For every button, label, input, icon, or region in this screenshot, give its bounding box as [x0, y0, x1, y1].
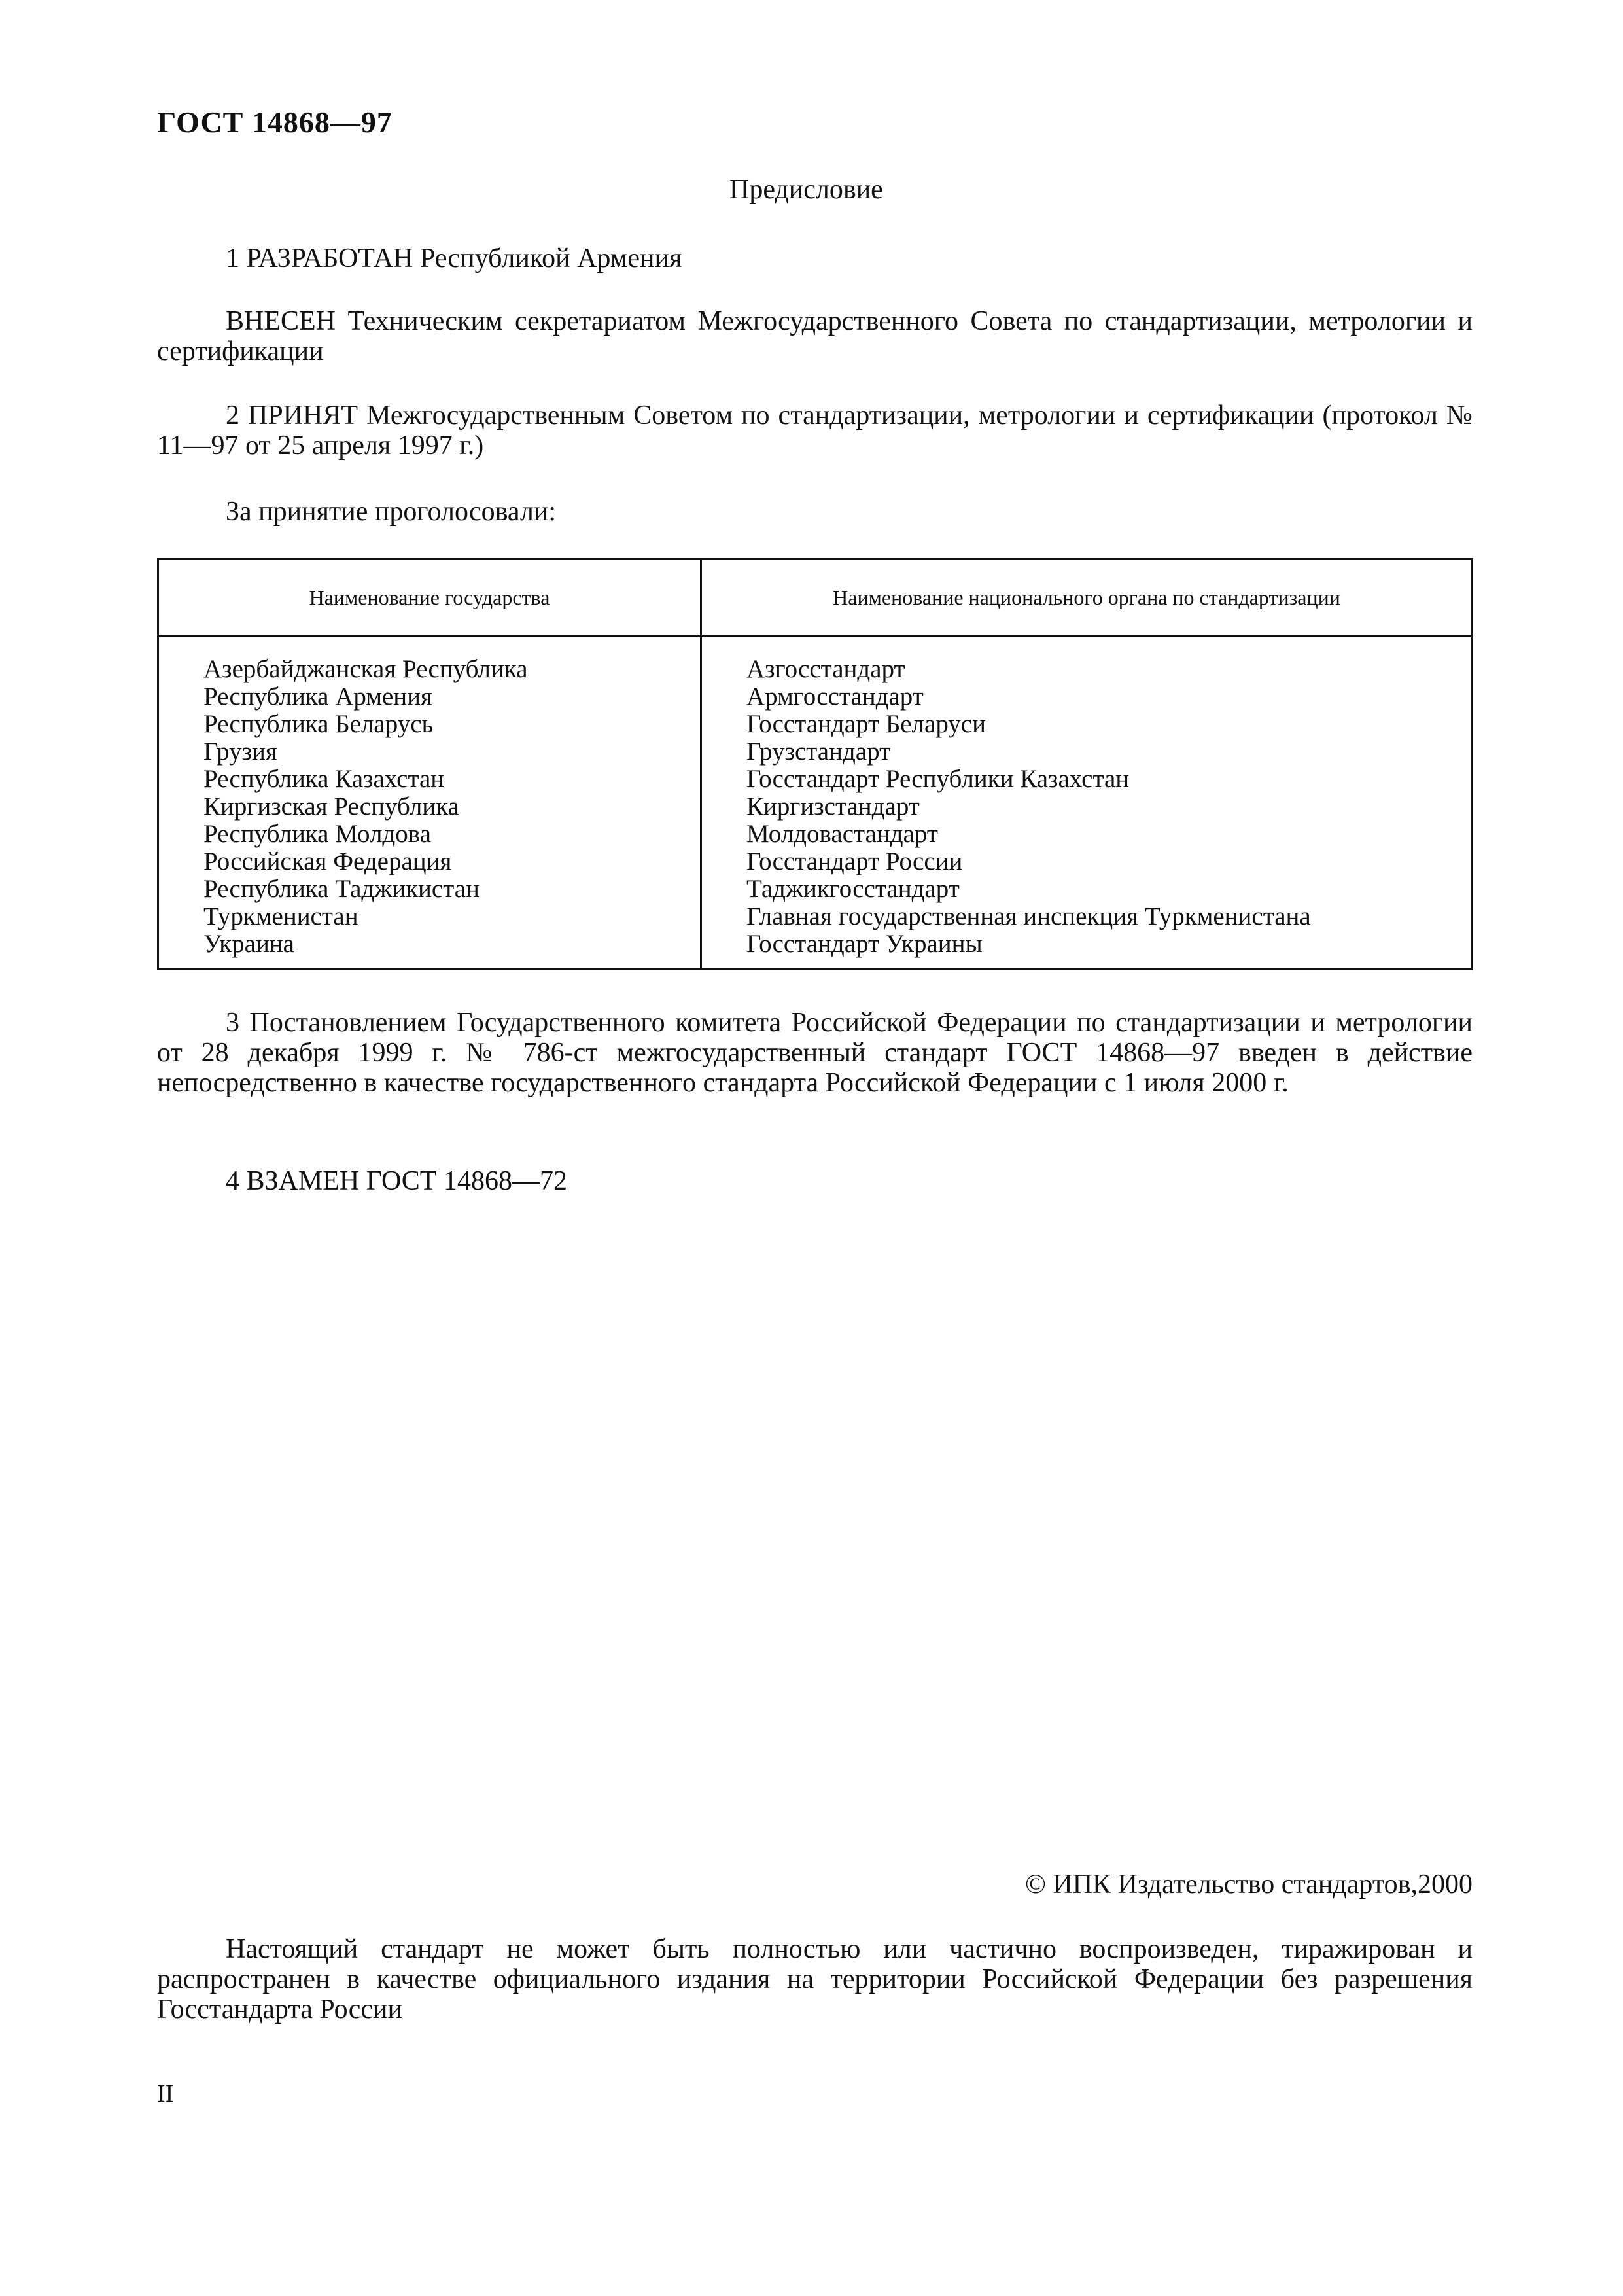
item-1-submitted: ВНЕСЕН Техническим секретариатом Межгосударственного Совета по стандартизации, метрологии и сертификации	[157, 306, 1473, 366]
table-header-body: Наименование национального органа по стандартизации	[833, 586, 1340, 609]
table-header-divider	[159, 635, 1471, 637]
legal-notice: Настоящий стандарт не может быть полностью или частично воспроизведен, тиражирован и распространен в качестве официального издания на территории Российской Федерации без разрешения Госстандарта России	[157, 1934, 1473, 2024]
voting-table	[157, 558, 1473, 970]
table-cell-state: Республика Беларусь	[203, 710, 434, 738]
item-2-adopted: 2 ПРИНЯТ Межгосударственным Советом по стандартизации, метрологии и сертификации (протокол № 11—97 от 25 апреля 1997 г.)	[157, 400, 1473, 461]
table-cell-body: Госстандарт Беларуси	[746, 710, 986, 738]
foreword-title: Предисловие	[729, 175, 883, 205]
table-cell-state: Украина	[203, 930, 294, 958]
table-cell-body: Азгосстандарт	[746, 655, 905, 683]
table-cell-body: Таджикгосстандарт	[746, 875, 960, 903]
table-cell-body: Армгосстандарт	[746, 682, 924, 711]
copyright-notice: © ИПК Издательство стандартов,2000	[1024, 1869, 1473, 1899]
page-number: II	[157, 2080, 174, 2108]
table-cell-state: Туркменистан	[203, 902, 358, 930]
table-cell-state: Республика Армения	[203, 682, 432, 711]
table-cell-state: Азербайджанская Республика	[203, 655, 528, 683]
table-cell-body: Грузстандарт	[746, 737, 891, 766]
item-1-developed: 1 РАЗРАБОТАН Республикой Армения	[226, 243, 682, 274]
table-cell-state: Республика Таджикистан	[203, 875, 480, 903]
table-cell-body: Госстандарт России	[746, 847, 963, 875]
vote-intro: За принятие проголосовали:	[226, 497, 557, 527]
table-cell-state: Грузия	[203, 737, 277, 766]
table-cell-body: Госстандарт Республики Казахстан	[746, 765, 1130, 793]
table-cell-state: Республика Молдова	[203, 820, 431, 848]
document-code: ГОСТ 14868—97	[157, 105, 393, 139]
table-column-states	[203, 656, 528, 958]
table-cell-state: Российская Федерация	[203, 847, 452, 875]
table-cell-body: Главная государственная инспекция Туркменистана	[746, 902, 1311, 930]
table-cell-state: Киргизская Республика	[203, 792, 459, 821]
table-cell-body: Киргизстандарт	[746, 792, 920, 821]
table-cell-state: Республика Казахстан	[203, 765, 445, 793]
table-cell-body: Молдовастандарт	[746, 820, 938, 848]
table-header-state: Наименование государства	[309, 586, 550, 609]
item-4-replaces: 4 ВЗАМЕН ГОСТ 14868—72	[226, 1166, 567, 1196]
table-column-bodies	[746, 656, 1311, 958]
item-3-enactment: 3 Постановлением Государственного комитета Российской Федерации по стандартизации и метрологии от 28 декабря 1999 г. № 786-ст межгосударственный стандарт ГОСТ 14868—97 введен в действие непосредственно в качестве государственного стандарта Российской Федерации с 1 июля 2000 г.	[157, 1008, 1473, 1098]
table-cell-body: Госстандарт Украины	[746, 930, 983, 958]
